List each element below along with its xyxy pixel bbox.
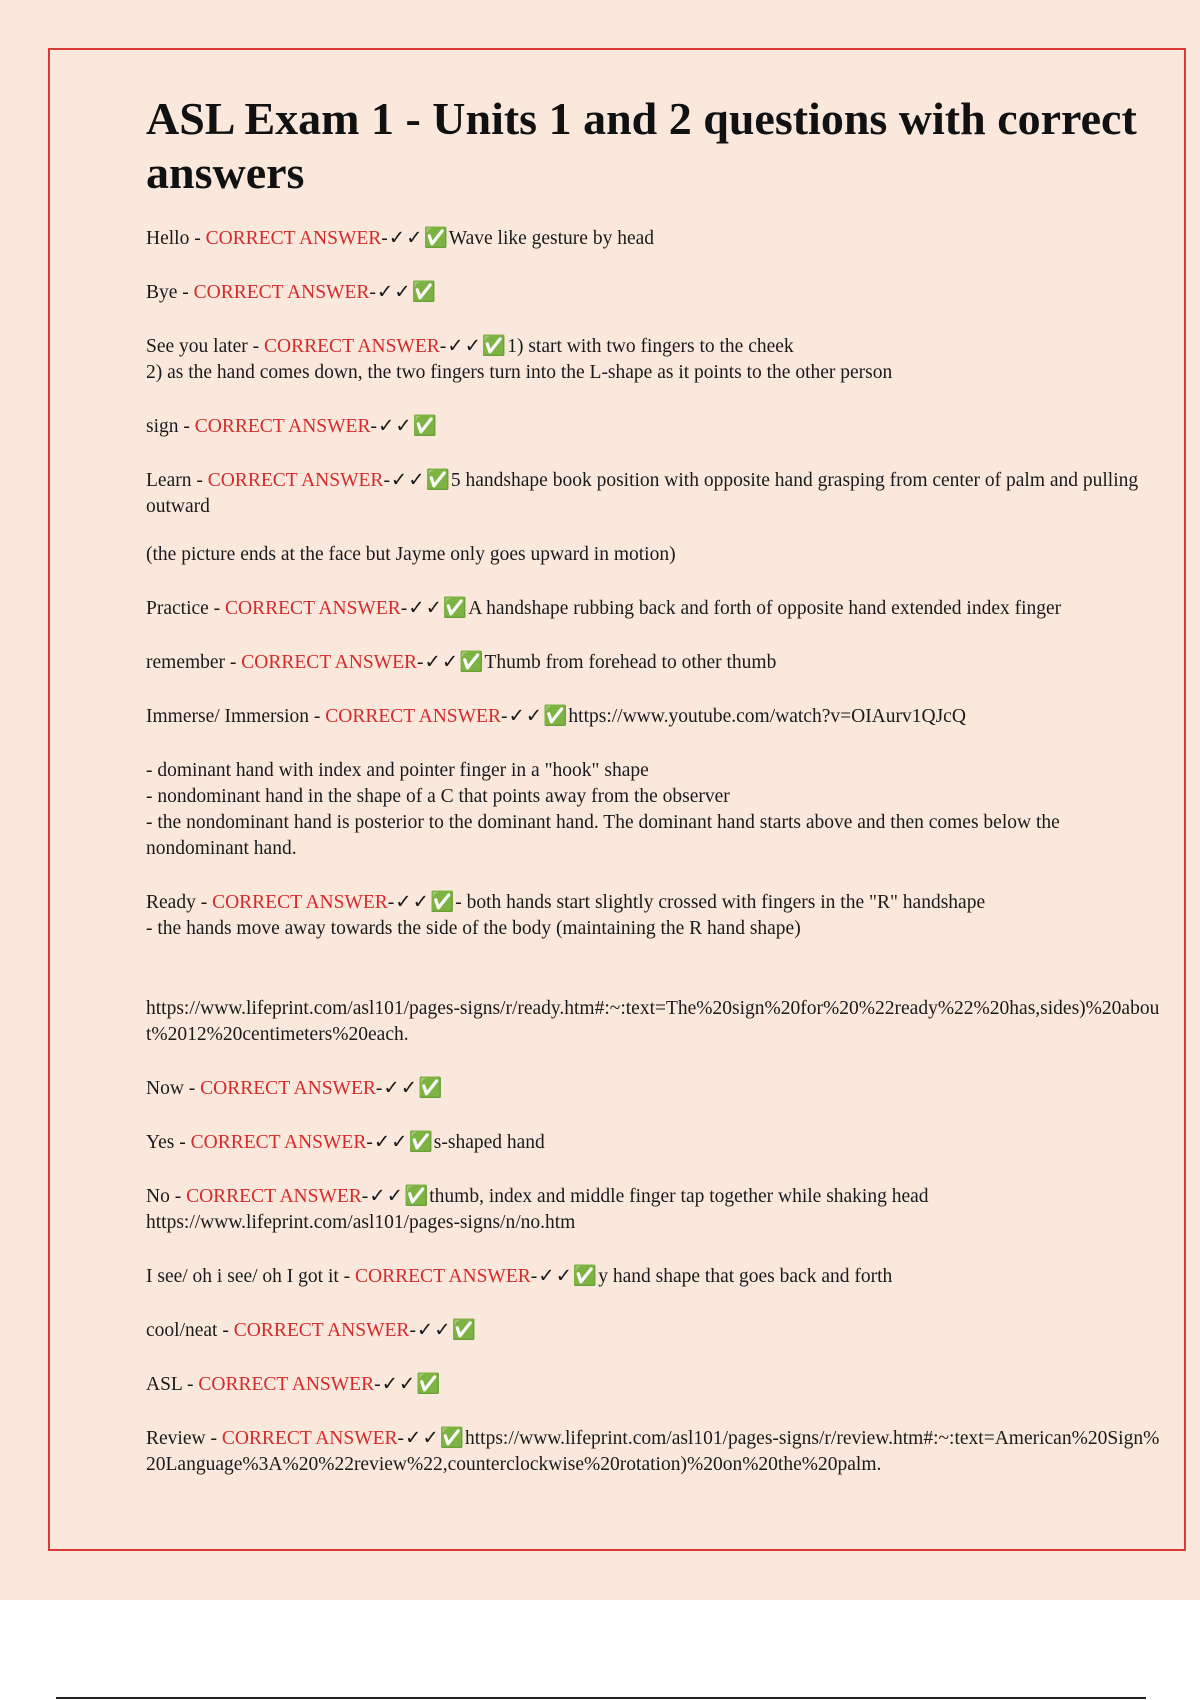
correct-answer-label: CORRECT ANSWER bbox=[241, 652, 418, 673]
qa-item-sign bbox=[146, 414, 1162, 440]
check-marks: -✓✓✅ bbox=[409, 1320, 477, 1341]
question-term: sign - bbox=[146, 416, 195, 437]
question-term: ASL - bbox=[146, 1374, 199, 1395]
correct-answer-label: CORRECT ANSWER bbox=[212, 892, 388, 913]
correct-answer-label: CORRECT ANSWER bbox=[205, 228, 382, 249]
answer-text: Wave like gesture by head bbox=[448, 228, 655, 249]
check-marks: -✓✓✅ bbox=[417, 652, 485, 673]
check-marks: -✓✓✅ bbox=[383, 470, 451, 491]
qa-item-remember bbox=[146, 650, 1162, 676]
question-term: Practice - bbox=[146, 598, 226, 619]
correct-answer-label: CORRECT ANSWER bbox=[207, 470, 384, 491]
immerse-note: - dominant hand with index and pointer finger in a "hook" shape - nondominant hand in the shape of a C that points away from the observer - the nondominant hand is posterior to the dominant hand. The dominant hand starts above and then comes below the nondominant hand. bbox=[146, 760, 1060, 859]
check-marks: -✓✓✅ bbox=[400, 598, 469, 619]
correct-answer-label: CORRECT ANSWER bbox=[325, 706, 501, 727]
check-marks: -✓✓✅ bbox=[366, 1132, 434, 1153]
answer-text: - both hands start slightly crossed with fingers in the "R" handshape - the hands move away towards the side of the body (maintaining the R hand shape) bbox=[146, 892, 986, 939]
qa-item-bye bbox=[146, 280, 1162, 306]
question-term: Immerse/ Immersion - bbox=[146, 706, 326, 727]
correct-answer-label: CORRECT ANSWER bbox=[186, 1186, 362, 1207]
document-title: ASL Exam 1 - Units 1 and 2 questions with correct answers bbox=[146, 93, 1137, 198]
question-term: See you later - bbox=[146, 336, 265, 357]
ready-link[interactable]: https://www.lifeprint.com/asl101/pages-signs/r/ready.htm#:~:text=The%20sign%20for%20%22ready%22%20has,sides)%20about%2012%20centimeters%20each. bbox=[146, 998, 1160, 1045]
question-term: Review - bbox=[146, 1428, 222, 1449]
check-marks: -✓✓✅ bbox=[530, 1266, 599, 1287]
question-term: Hello - bbox=[146, 228, 206, 249]
answer-text: Thumb from forehead to other thumb bbox=[484, 652, 777, 673]
correct-answer-label: CORRECT ANSWER bbox=[190, 1132, 367, 1153]
correct-answer-label: CORRECT ANSWER bbox=[355, 1266, 531, 1287]
question-term: Learn - bbox=[146, 470, 208, 491]
correct-answer-label: CORRECT ANSWER bbox=[193, 282, 370, 303]
qa-item-i-see bbox=[146, 1264, 1162, 1290]
answer-text: A handshape rubbing back and forth of opposite hand extended index finger bbox=[468, 598, 1062, 619]
answer-text: 5 handshape book position with opposite hand grasping from center of palm and pulling outward bbox=[146, 470, 1139, 517]
learn-note: (the picture ends at the face but Jayme only goes upward in motion) bbox=[146, 544, 676, 565]
check-marks: -✓✓✅ bbox=[369, 282, 437, 303]
correct-answer-label: CORRECT ANSWER bbox=[194, 416, 371, 437]
question-term: cool/neat - bbox=[146, 1320, 234, 1341]
answer-link[interactable]: https://www.youtube.com/watch?v=OIAurv1QJcQ bbox=[568, 706, 966, 727]
qa-item-now bbox=[146, 1076, 1162, 1102]
check-marks: -✓✓✅ bbox=[374, 1374, 442, 1395]
correct-answer-label: CORRECT ANSWER bbox=[233, 1320, 410, 1341]
correct-answer-label: CORRECT ANSWER bbox=[264, 336, 440, 357]
answer-text: s-shaped hand bbox=[433, 1132, 545, 1153]
qa-item-yes bbox=[146, 1130, 1162, 1156]
question-term: Bye - bbox=[146, 282, 194, 303]
check-marks: -✓✓✅ bbox=[375, 1078, 444, 1099]
qa-item-ready bbox=[146, 890, 1162, 942]
answer-text: 1) start with two fingers to the cheek 2) as the hand comes down, the two fingers turn into the L-shape as it points to the other person bbox=[146, 336, 893, 383]
qa-item-review bbox=[146, 1426, 1162, 1478]
answer-text: y hand shape that goes back and forth bbox=[598, 1266, 893, 1287]
answer-text: thumb, index and middle finger tap together while shaking head https://www.lifeprint.com/asl101/pages-signs/n/no.htm bbox=[146, 1186, 929, 1233]
qa-item-learn bbox=[146, 468, 1162, 520]
qa-item-see-you-later bbox=[146, 334, 1162, 386]
check-marks: -✓✓✅ bbox=[370, 416, 438, 437]
correct-answer-label: CORRECT ANSWER bbox=[200, 1078, 376, 1099]
question-term: Ready - bbox=[146, 892, 213, 913]
question-term: Now - bbox=[146, 1078, 201, 1099]
qa-item-hello bbox=[146, 226, 1162, 252]
check-marks: -✓✓✅ bbox=[387, 892, 456, 913]
check-marks: -✓✓✅ bbox=[381, 228, 449, 249]
page-bottom-rule bbox=[56, 1697, 1146, 1699]
correct-answer-label: CORRECT ANSWER bbox=[198, 1374, 375, 1395]
answer-link[interactable]: https://www.lifeprint.com/asl101/pages-signs/r/review.htm#:~:text=American%20Sign%20Language%3A%20%22review%22,counterclockwise%20rotation)%20on%20the%20palm. bbox=[146, 1428, 1160, 1475]
check-marks: -✓✓✅ bbox=[439, 336, 508, 357]
document-body bbox=[146, 92, 1162, 1506]
qa-item-no bbox=[146, 1184, 1162, 1236]
qa-item-cool-neat bbox=[146, 1318, 1162, 1344]
correct-answer-label: CORRECT ANSWER bbox=[225, 598, 401, 619]
correct-answer-label: CORRECT ANSWER bbox=[221, 1428, 398, 1449]
question-term: remember - bbox=[146, 652, 242, 673]
qa-item-practice bbox=[146, 596, 1162, 622]
question-term: I see/ oh i see/ oh I got it - bbox=[146, 1266, 356, 1287]
question-term: No - bbox=[146, 1186, 187, 1207]
qa-item-immerse bbox=[146, 704, 1162, 730]
qa-item-asl bbox=[146, 1372, 1162, 1398]
check-marks: -✓✓✅ bbox=[361, 1186, 430, 1207]
check-marks: -✓✓✅ bbox=[397, 1428, 465, 1449]
check-marks: -✓✓✅ bbox=[500, 706, 569, 727]
question-term: Yes - bbox=[146, 1132, 191, 1153]
